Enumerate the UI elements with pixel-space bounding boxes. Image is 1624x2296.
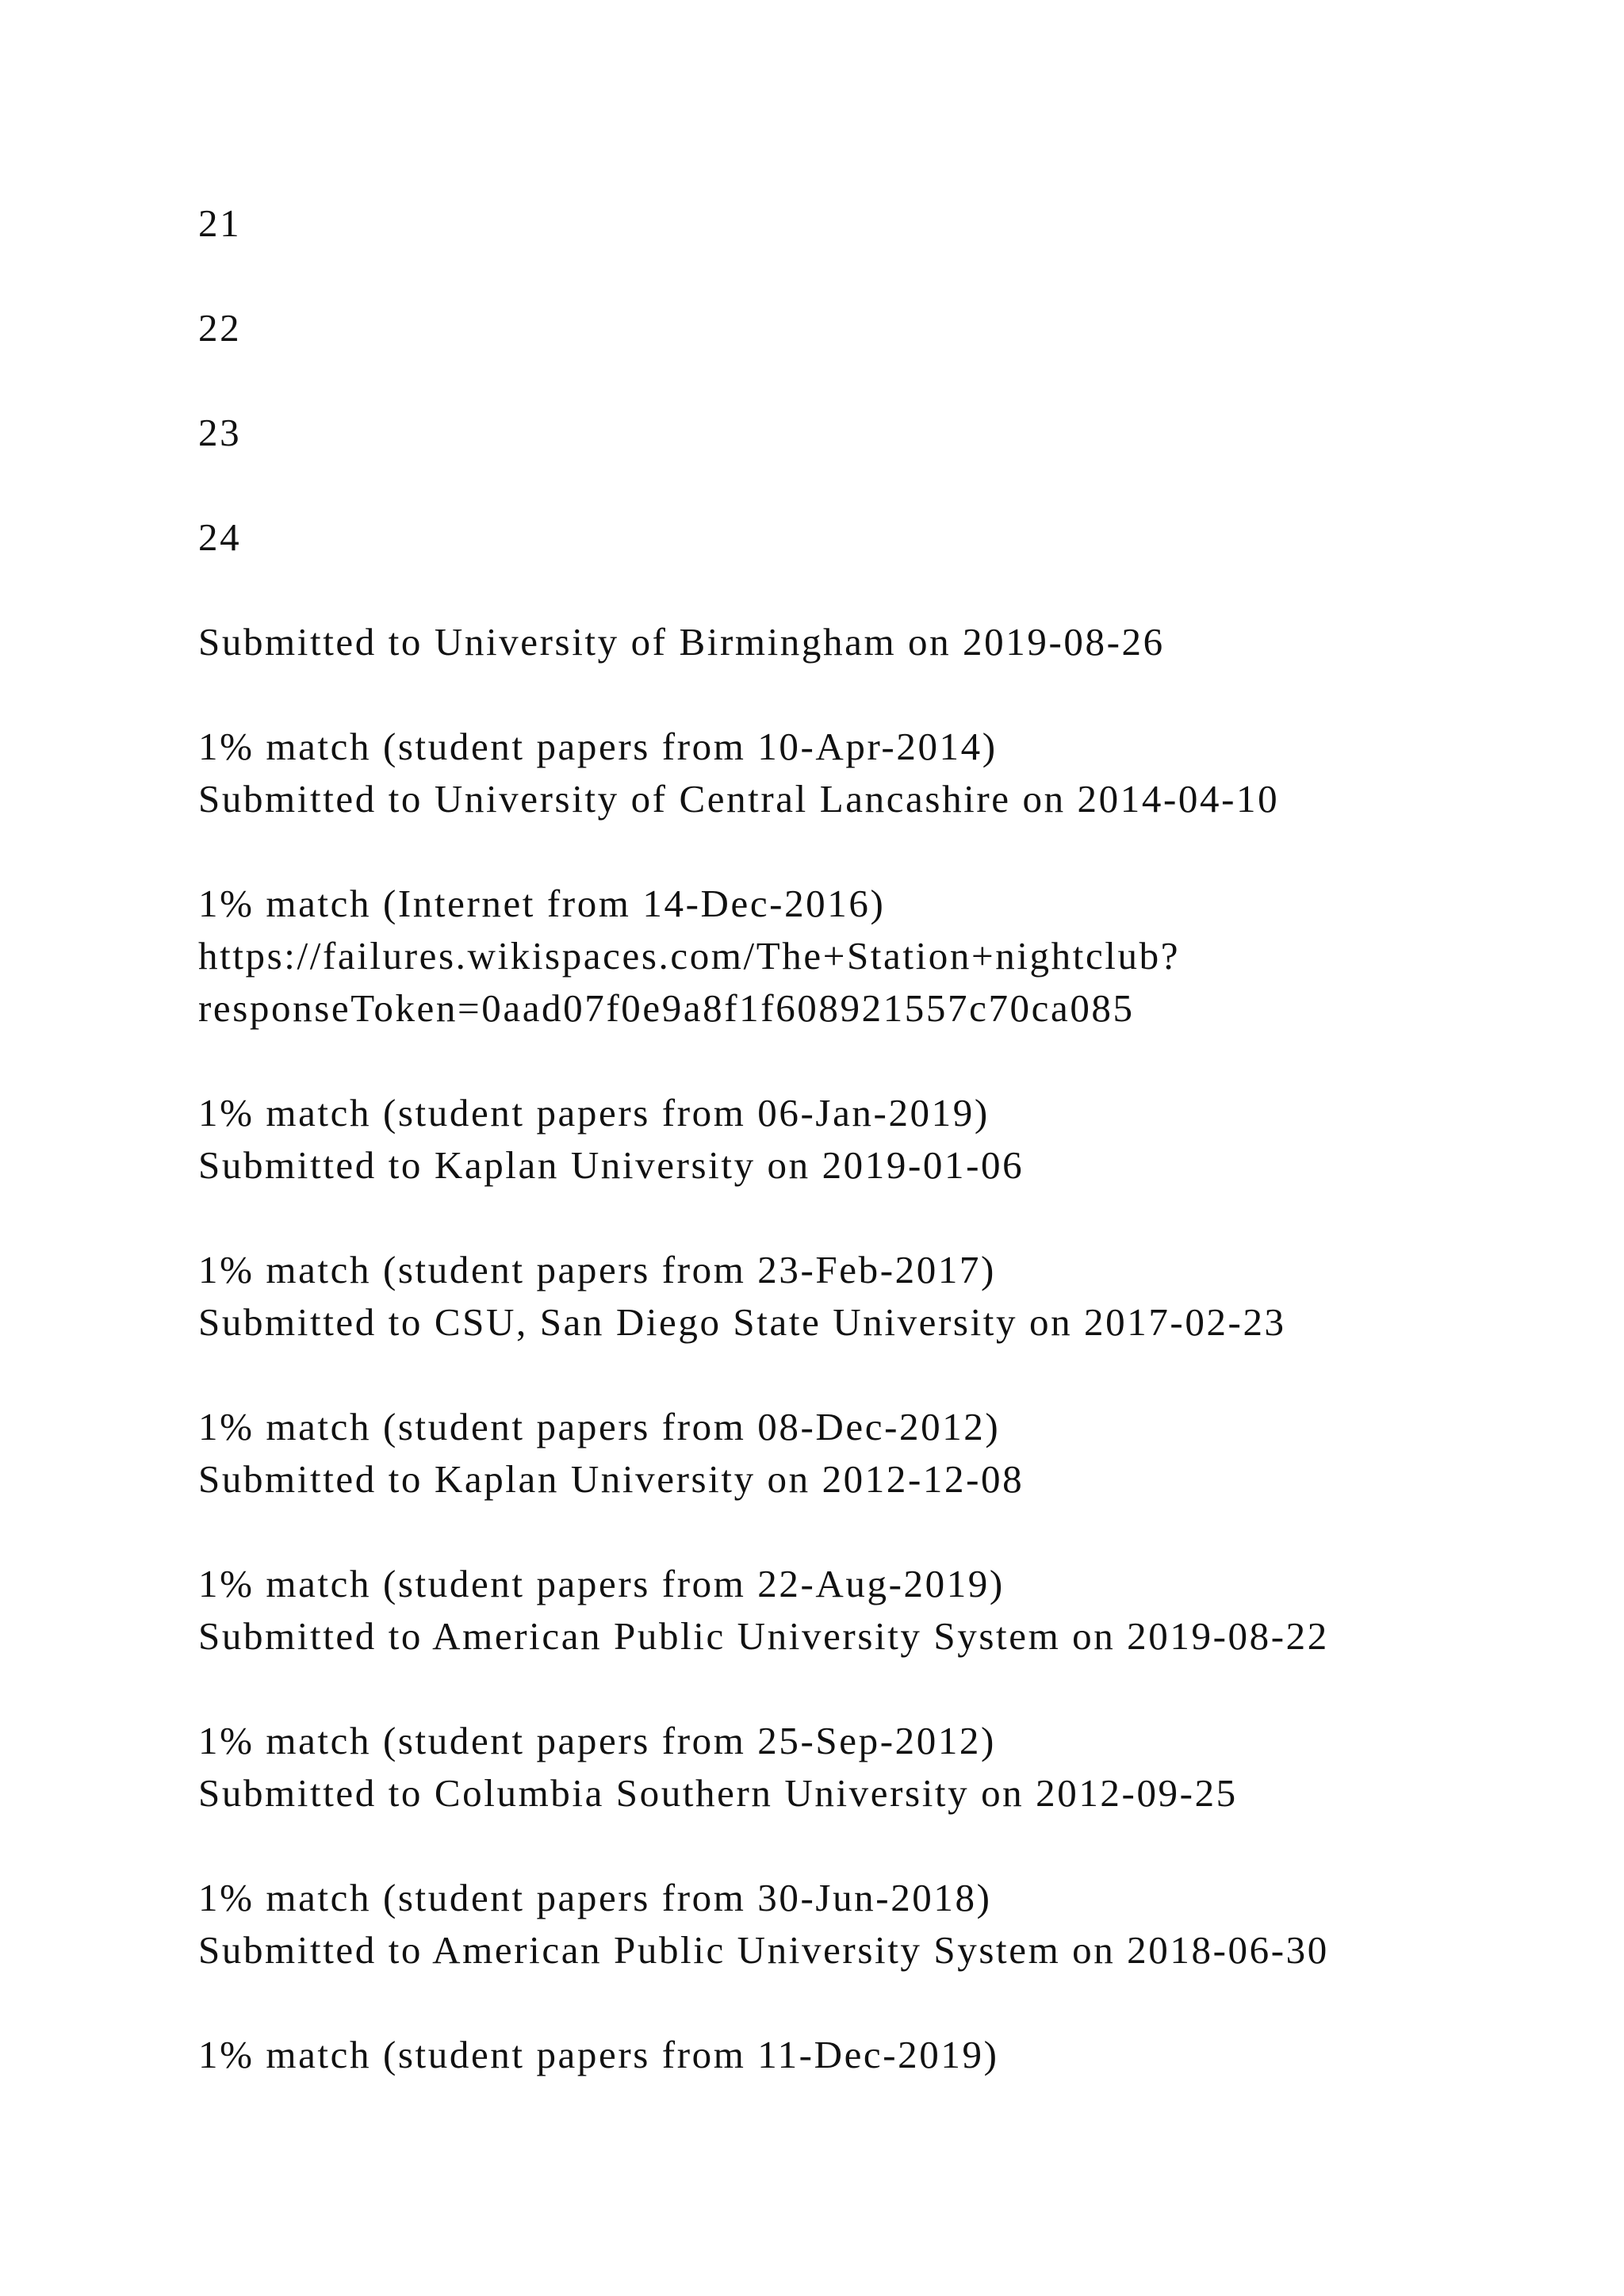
match-report-content (198, 197, 1546, 2081)
match-entry (198, 1244, 1546, 1349)
match-header: 1% match (student papers from 10-Apr-2014) (198, 725, 998, 768)
match-entry (198, 1872, 1546, 1976)
match-entry (198, 1715, 1546, 1820)
match-source: Submitted to American Public University System on 2019-08-22 (198, 1614, 1329, 1658)
match-source: Submitted to CSU, San Diego State University on 2017-02-23 (198, 1300, 1286, 1344)
match-entry (198, 721, 1546, 825)
line-number: 23 (198, 411, 242, 454)
match-header: 1% match (student papers from 08-Dec-2012) (198, 1405, 1001, 1448)
match-header: 1% match (student papers from 06-Jan-2019) (198, 1091, 990, 1135)
match-entry (198, 1087, 1546, 1192)
match-header: 1% match (student papers from 11-Dec-2019) (198, 2033, 999, 2076)
match-header: 1% match (student papers from 22-Aug-2019) (198, 1562, 1005, 1605)
line-number: 21 (198, 201, 242, 245)
match-source: Submitted to University of Central Lancashire on 2014-04-10 (198, 777, 1280, 821)
match-entry (198, 1401, 1546, 1506)
match-header: 1% match (student papers from 30-Jun-2018) (198, 1876, 992, 1919)
match-entry (198, 878, 1546, 1035)
match-source-url[interactable]: https://failures.wikispaces.com/The+Station+nightclub? (198, 934, 1181, 978)
match-entry (198, 1558, 1546, 1663)
match-source: Submitted to American Public University System on 2018-06-30 (198, 1928, 1329, 1972)
match-header: 1% match (Internet from 14-Dec-2016) (198, 882, 886, 925)
match-source: Submitted to Columbia Southern University on 2012-09-25 (198, 1771, 1238, 1815)
match-source: Submitted to Kaplan University on 2012-12-08 (198, 1457, 1025, 1501)
first-entry-block (198, 616, 1546, 668)
match-entry (198, 2029, 1546, 2081)
submission-line: Submitted to University of Birmingham on 2019-08-26 (198, 620, 1165, 664)
match-source: Submitted to Kaplan University on 2019-01-06 (198, 1143, 1025, 1187)
line-number: 24 (198, 515, 242, 559)
line-number: 22 (198, 306, 242, 350)
match-header: 1% match (student papers from 23-Feb-2017) (198, 1248, 996, 1292)
match-header: 1% match (student papers from 25-Sep-2012) (198, 1719, 996, 1762)
match-source-url[interactable]: responseToken=0aad07f0e9a8f1f608921557c70ca085 (198, 986, 1135, 1030)
